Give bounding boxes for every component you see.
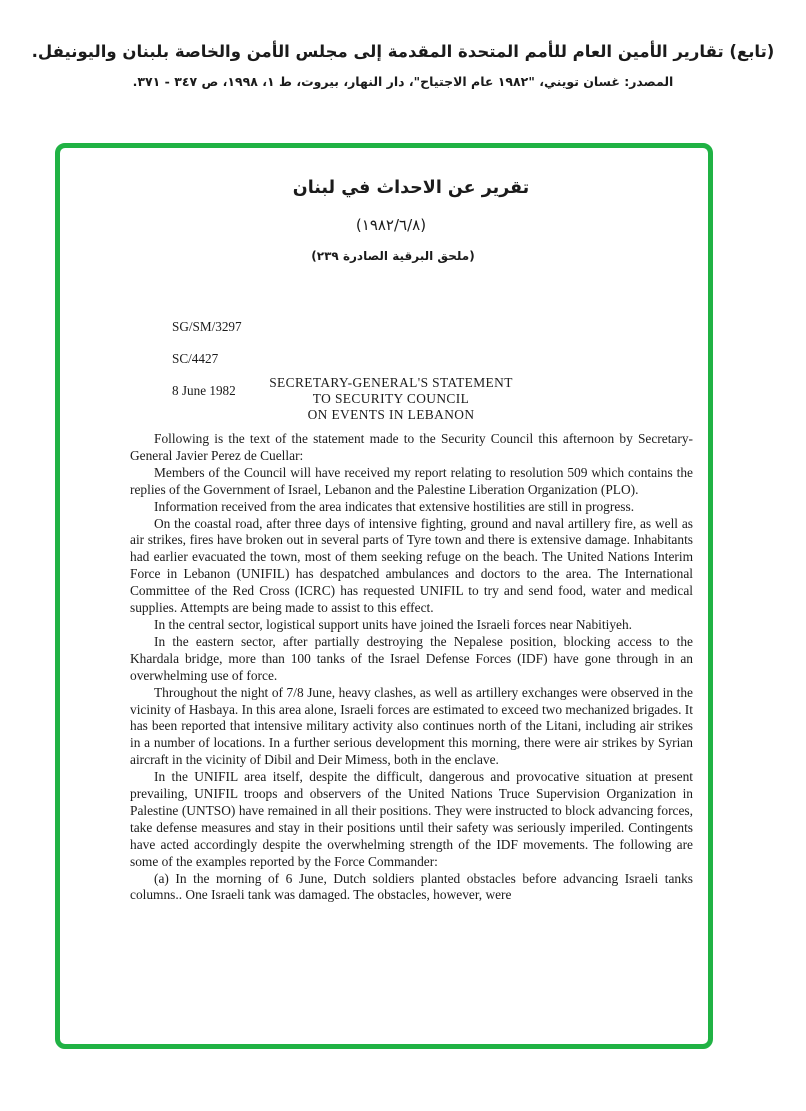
paragraph: In the eastern sector, after partially destroying the Nepalese position, blocking access to the Khardala bridge, more than 100 tanks of the Israel Defense Forces (IDF) have gone through in an overwhelming use of force. [130, 633, 693, 683]
document-title-arabic: تقرير عن الاحداث في لبنان [292, 178, 530, 198]
paragraph: Throughout the night of 7/8 June, heavy clashes, as well as artillery exchanges were observed in the vicinity of Hasbaya. In this area alone, Israeli forces are estimated to exceed two mechanized brigades. It has been reported that intensive military activity also continues north of the Litani, including air strikes in a number of locations. In a further serious development this morning, there were air strikes by Syrian aircraft in the vicinity of Dibil and Deir Mimess, both in the enclave. [130, 684, 693, 768]
document-date-arabic: (١٩٨٢/٦/٨) [355, 216, 427, 234]
paragraph: In the UNIFIL area itself, despite the difficult, dangerous and provocative situation at present prevailing, UNIFIL troops and observers of the United Nations Truce Supervision Organization in Palestine (UNTSO) have remained in all their positions. They were instructed to block advancing forces, take defense measures and stay in their positions until their safety was seriously imperiled. Contingents have acted accordingly despite the overwhelming strength of the IDF movements. The following are some of the examples reported by the Force Commander: [130, 769, 693, 869]
document-page [60, 148, 708, 1044]
reference-symbol-sc: SC/4427 [172, 351, 219, 366]
paragraph: Following is the text of the statement made to the Security Council this afternoon by Secretary-General Javier Perez de Cuellar: [130, 431, 693, 463]
document-annex-note-arabic: (ملحق البرقية الصادرة ٢٣٩) [311, 249, 475, 263]
statement-heading-line: TO SECURITY COUNCIL [312, 390, 470, 406]
reference-date: 8 June 1982 [172, 383, 236, 398]
statement-heading [67, 375, 715, 423]
statement-body [130, 431, 693, 904]
statement-heading-line: ON EVENTS IN LEBANON [307, 406, 475, 422]
scan-frame [55, 143, 713, 1049]
paragraph: In the central sector, logistical support units have joined the Israeli forces near Nabitiyeh. [154, 616, 633, 632]
statement-heading-line: SECRETARY-GENERAL'S STATEMENT [269, 375, 513, 390]
paragraph: (a) In the morning of 6 June, Dutch soldiers planted obstacles before advancing Israeli tanks columns.. One Israeli tank was damaged. The obstacles, however, were [130, 870, 693, 903]
reference-symbol-sgsm: SG/SM/3297 [172, 319, 242, 334]
source-header-title: (تابع) تقارير الأمين العام للأمم المتحدة المقدمة إلى مجلس الأمن والخاصة بلبنان واليونيفل. [31, 42, 775, 61]
paragraph: On the coastal road, after three days of intensive fighting, ground and naval artillery fire, as well as air strikes, fires have broken out in several parts of Tyre town and there is extensive damage. Inhabitants had earlier evacuated the town, most of them seeking refuge on the beach. The United Nations Interim Force in Lebanon (UNIFIL) has despatched ambulances and doctors to the area. The International Committee of the Red Cross (ICRC) has requested UNIFIL to try and send food, water and medical supplies. Attempts are being made to assist to this effect. [130, 515, 693, 616]
source-header-citation: المصدر: غسان تويني، "١٩٨٢ عام الاجتياح"، دار النهار، بيروت، ط ١، ١٩٩٨، ص ٣٤٧ - ٣٧١. [132, 74, 674, 89]
paragraph: Information received from the area indicates that extensive hostilities are still in progress. [154, 498, 635, 514]
paragraph: Members of the Council will have received my report relating to resolution 509 which contains the replies of the Government of Israel, Lebanon and the Palestine Liberation Organization (PLO). [130, 464, 693, 497]
